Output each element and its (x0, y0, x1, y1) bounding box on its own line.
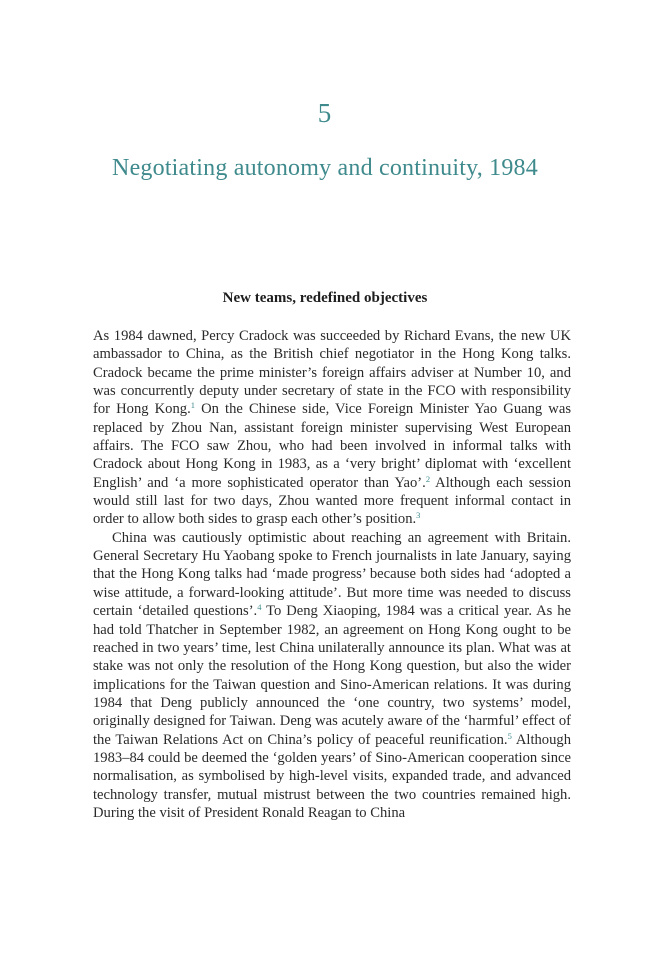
footnote-marker[interactable]: 3 (416, 510, 421, 521)
chapter-title: Negotiating autonomy and continuity, 1984 (112, 155, 538, 181)
footnote-marker[interactable]: 4 (257, 602, 262, 613)
body-text (93, 327, 571, 822)
paragraph-text: To Deng Xiaoping, 1984 was a critical year. As he had told Thatcher in September 1982, an agreement on Hong Kong ought to be reached in two years’ time, lest China unilaterally announce its plan. What was at stake was not only the resolution of the Hong Kong question, but also the wider implications for the Taiwan question and Sino-American relations. It was during 1984 that Deng publicly announced the ‘one country, two systems’ model, originally designed for Taiwan. Deng was acutely aware of the ‘harmful’ effect of the Taiwan Relations Act on China’s policy of peaceful reunification. (93, 603, 572, 748)
paragraph-text: China was cautiously optimistic about reaching an agreement with Britain. General Secretary Hu Yaobang spoke to French journalists in late January, saying that the Hong Kong talks had ‘made progress’ because both sides had ‘adopted a wise attitude, a forward-looking attitude’. But more time was needed to discuss certain ‘detailed questions’. (93, 529, 571, 620)
section-heading: New teams, redefined objectives (222, 290, 428, 306)
footnote-marker[interactable]: 5 (507, 730, 512, 741)
footnote-marker[interactable]: 2 (425, 473, 431, 484)
paragraph (93, 327, 571, 529)
paragraph-text: On the Chinese side, Vice Foreign Minister Yao Guang was replaced by Zhou Nan, assistant foreign minister supervising West European affairs. The FCO saw Zhou, who had been involved in informal talks with Cradock about Hong Kong in 1983, as a ‘very bright’ diplomat with ‘excellent English’ and ‘a more sophisticated operator than Yao’. (93, 401, 571, 491)
chapter-number: 5 (317, 98, 333, 128)
paragraph-text: Although each session would still last for two days, Zhou wanted more frequent informal contact in order to allow both sides to grasp each other’s position. (93, 474, 571, 528)
paragraph (93, 529, 571, 823)
paragraph-text: Although 1983–84 could be deemed the ‘golden years’ of Sino-American cooperation since normalisation, as symbolised by high-level visits, expanded trade, and advanced technology transfer, mutual mistrust between the two countries remained high. During the visit of President Ronald Reagan to China (93, 731, 571, 821)
footnote-marker[interactable]: 1 (190, 400, 195, 411)
paragraph-text: As 1984 dawned, Percy Cradock was succeeded by Richard Evans, the new UK ambassador to China, as the British chief negotiator in the Hong Kong talks. Cradock became the prime minister’s foreign affairs adviser at Number 10, and was concurrently deputy under secretary of state in the FCO with responsibility for Hong Kong. (93, 328, 571, 418)
